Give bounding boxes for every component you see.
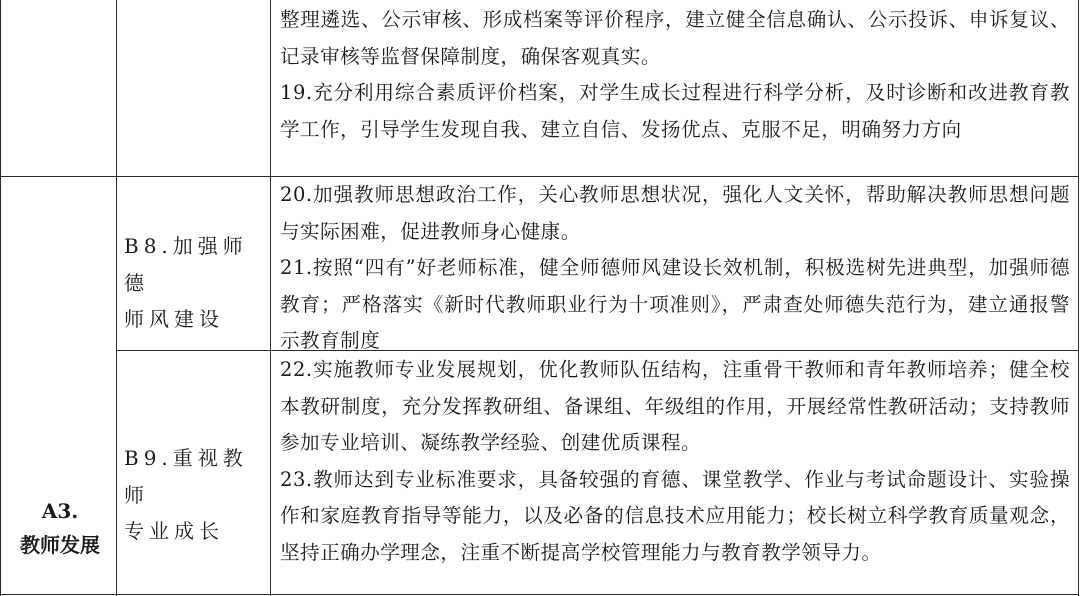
b8-paragraph-21: 21.按照“四有”好老师标准，健全师德师风建设长效机制，积极选树先进典型，加强师德教育；严格落实《新时代教师职业行为十项准则》，严肃查处师德失范行为，建立通报警示教育制度 xyxy=(280,256,1070,352)
b8-label xyxy=(124,228,266,338)
table-border-right xyxy=(1078,0,1079,596)
top-paragraph-1: 整理遴选、公示审核、形成档案等评价程序，建立健全信息确认、公示投诉、申诉复议、记录审核等监督保障制度，确保客观真实。 xyxy=(280,8,1070,68)
column-divider-a xyxy=(116,0,117,596)
b9-label xyxy=(124,440,266,550)
a3-label xyxy=(6,494,114,562)
top-paragraph-2: 19.充分利用综合素质评价档案，对学生成长过程进行科学分析，及时诊断和改进教育教学工作，引导学生发现自我、建立自信、发扬优点、克服不足，明确努力方向 xyxy=(280,81,1070,141)
b8-label-line2: 师风建设 xyxy=(124,307,224,331)
b9-paragraph-23: 23.教师达到专业标准要求，具备较强的育德、课堂教学、作业与考试命题设计、实验操作和家庭教育指导等能力，以及必备的信息技术应用能力；校长树立科学教育质量观念，坚持正确办学理念，注重不断提高学校管理能力与教育教学领导力。 xyxy=(280,467,1070,564)
b9-label-line2: 专业成长 xyxy=(124,519,224,543)
b8-paragraph-20: 20.加强教师思想政治工作，关心教师思想状况，强化人文关怀，帮助解决教师思想问题与实际困难，促进教师身心健康。 xyxy=(280,183,1070,243)
top-row-content xyxy=(280,2,1070,148)
column-divider-b xyxy=(270,0,271,596)
a3-name: 教师发展 xyxy=(20,533,100,557)
b9-content xyxy=(280,352,1070,571)
table-border-bottom xyxy=(0,594,1079,595)
b8-label-line1: B8.加强师德 xyxy=(124,234,248,295)
b8-content xyxy=(280,177,1070,360)
b9-paragraph-22: 22.实施教师专业发展规划，优化教师队伍结构，注重骨干教师和青年教师培养；健全校本教研制度，充分发挥教研组、备课组、年级组的作用，开展经常性教研活动；支持教师参加专业培训、凝练教学经验、创建优质课程。 xyxy=(280,358,1070,454)
a3-code: A3. xyxy=(41,499,79,523)
table-border-left xyxy=(0,0,1,596)
b9-label-line1: B9.重视教师 xyxy=(124,446,248,507)
